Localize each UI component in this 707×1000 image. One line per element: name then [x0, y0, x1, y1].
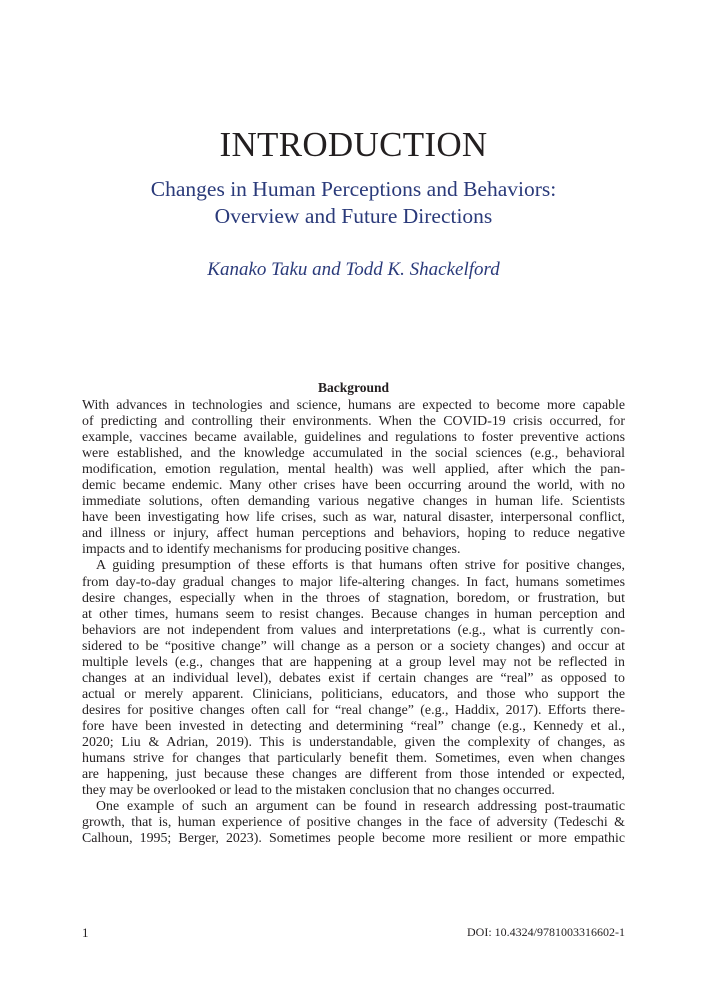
section-heading: Background: [317, 380, 390, 395]
body-line: changes at an individual level), debates exist if certain changes are “real” as opposed to: [82, 670, 625, 686]
body-line: With advances in technologies and science, humans are expected to become more capable: [82, 398, 625, 413]
body-line: modification, emotion regulation, mental health) was well applied, after which the pan-: [82, 462, 625, 478]
body-line: desire changes, especially when in the throes of stagnation, boredom, or frustration, but: [82, 590, 625, 606]
body-text: [82, 398, 625, 847]
body-line: A guiding presumption of these efforts is that humans often strive for positive changes,: [96, 558, 625, 574]
chapter-title-line-2: Overview and Future Directions: [214, 204, 493, 228]
body-line: fore have been invested in detecting and determining “real” change (e.g., Kennedy et al.,: [82, 718, 625, 734]
body-line: actual or merely apparent. Clinicians, politicians, educators, and those who support the: [82, 686, 625, 702]
body-line: and illness or injury, affect human perceptions and behaviors, hoping to reduce negative: [82, 526, 625, 542]
body-line: are happening, just because these changes are different from those intended or expected,: [82, 767, 625, 783]
body-line: at other times, humans seem to resist changes. Because changes in human perception and: [82, 606, 625, 622]
chapter-authors: Kanako Taku and Todd K. Shackelford: [207, 259, 500, 280]
body-line: impacts and to identify mechanisms for producing positive changes.: [82, 542, 461, 558]
page-number: 1: [82, 925, 89, 940]
body-line: have been investigating how life crises, such as war, natural disaster, interpersonal conflict,: [82, 510, 625, 526]
body-line: from day-to-day gradual changes to major life-altering changes. In fact, humans sometimes: [82, 574, 625, 590]
body-line: immediate solutions, often demanding various negative changes in human life. Scientists: [82, 494, 625, 510]
body-line: One example of such an argument can be found in research addressing post-traumatic: [96, 799, 625, 815]
body-line: demic became endemic. Many other crises have been occurring around the world, with no: [82, 478, 625, 494]
body-line: example, vaccines became available, guidelines and regulations to foster preventive actions: [82, 430, 625, 446]
body-line: humans strive for changes that particularly benefit them. Sometimes, even when changes: [82, 751, 625, 767]
chapter-title: [0, 176, 707, 230]
body-line: sidered to be “positive change” will change as a person or a society changes) and occur at: [82, 638, 625, 654]
body-line: they may be overlooked or lead to the mistaken conclusion that no changes occurred.: [82, 783, 555, 799]
body-line: desires for positive changes often call for “real change” (e.g., Haddix, 2017). Efforts there-: [82, 702, 625, 718]
body-line: multiple levels (e.g., changes that are happening at a group level may not be reflected in: [82, 654, 625, 670]
body-line: 2020; Liu & Adrian, 2019). This is understandable, given the complexity of changes, as: [82, 734, 625, 750]
body-line: of predicting and controlling their environments. When the COVID-19 crisis occurred, for: [82, 414, 625, 430]
body-line: behaviors are not independent from values and interpretations (e.g., what is currently con-: [82, 622, 625, 638]
chapter-title-line-1: Changes in Human Perceptions and Behaviors:: [150, 177, 557, 201]
chapter-label: INTRODUCTION: [219, 125, 488, 164]
body-line: growth, that is, human experience of positive changes in the face of adversity (Tedeschi &: [82, 815, 625, 831]
doi-link[interactable]: DOI: 10.4324/9781003316602-1: [467, 925, 625, 939]
body-line: were established, and the knowledge accumulated in the social sciences (e.g., behavioral: [82, 446, 625, 462]
body-line: Calhoun, 1995; Berger, 2023). Sometimes people become more resilient or more empathic: [82, 831, 625, 847]
